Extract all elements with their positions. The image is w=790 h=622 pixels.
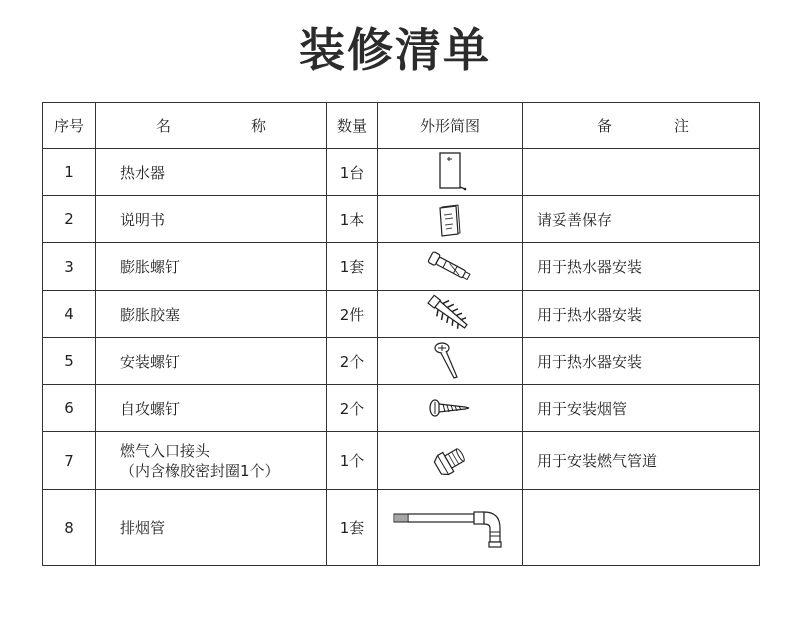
row-note: 用于安装烟管 [523, 385, 760, 432]
row-name: 排烟管 [96, 490, 327, 566]
row-note [523, 149, 760, 196]
manual-booklet-icon [430, 199, 470, 239]
row-note: 用于热水器安装 [523, 291, 760, 338]
header-qty: 数量 [327, 103, 378, 149]
water-heater-icon [430, 150, 470, 194]
wall-plug-icon [422, 292, 478, 336]
header-name [96, 103, 327, 149]
row-qty: 1台 [327, 149, 378, 196]
row-name: 膨胀胶塞 [96, 291, 327, 338]
expansion-bolt-icon [422, 247, 478, 287]
row-name: 热水器 [96, 149, 327, 196]
table-row [43, 490, 760, 566]
row-no: 7 [43, 432, 96, 490]
row-no: 3 [43, 243, 96, 291]
row-qty: 2个 [327, 338, 378, 385]
row-note: 请妥善保存 [523, 196, 760, 243]
header-note-char-1: 备 [597, 117, 613, 135]
row-name: 安装螺钉 [96, 338, 327, 385]
table-row [43, 149, 760, 196]
table-row [43, 196, 760, 243]
header-figure: 外形简图 [378, 103, 523, 149]
table-header-row [43, 103, 760, 149]
row-note: 用于热水器安装 [523, 243, 760, 291]
gas-connector-icon [428, 441, 472, 481]
row-no: 4 [43, 291, 96, 338]
row-name: 膨胀螺钉 [96, 243, 327, 291]
row-name: 说明书 [96, 196, 327, 243]
row-qty: 2个 [327, 385, 378, 432]
parts-list-table [42, 102, 760, 566]
row-name: 燃气入口接头 [120, 441, 211, 460]
row-no: 8 [43, 490, 96, 566]
row-qty: 1本 [327, 196, 378, 243]
row-qty: 1个 [327, 432, 378, 490]
row-name-line2: （内含橡胶密封圈1个） [120, 461, 280, 480]
header-name-char-1: 名 [156, 117, 172, 135]
row-no: 5 [43, 338, 96, 385]
table-row [43, 243, 760, 291]
header-no: 序号 [43, 103, 96, 149]
row-qty: 1套 [327, 490, 378, 566]
page-title: 装修清单 [299, 23, 491, 77]
table-row [43, 432, 760, 490]
row-no: 2 [43, 196, 96, 243]
self-tapping-screw-icon [425, 391, 475, 425]
row-name: 自攻螺钉 [96, 385, 327, 432]
table-row [43, 291, 760, 338]
table-row [43, 385, 760, 432]
row-no: 1 [43, 149, 96, 196]
row-no: 6 [43, 385, 96, 432]
header-note [523, 103, 760, 149]
row-note: 用于热水器安装 [523, 338, 760, 385]
row-qty: 2件 [327, 291, 378, 338]
mounting-screw-icon [428, 339, 472, 383]
table-row [43, 338, 760, 385]
header-name-char-2: 称 [250, 117, 266, 135]
row-qty: 1套 [327, 243, 378, 291]
header-note-char-2: 注 [673, 117, 689, 135]
row-note: 用于安装燃气管道 [523, 432, 760, 490]
row-note [523, 490, 760, 566]
exhaust-pipe-icon [390, 506, 510, 550]
